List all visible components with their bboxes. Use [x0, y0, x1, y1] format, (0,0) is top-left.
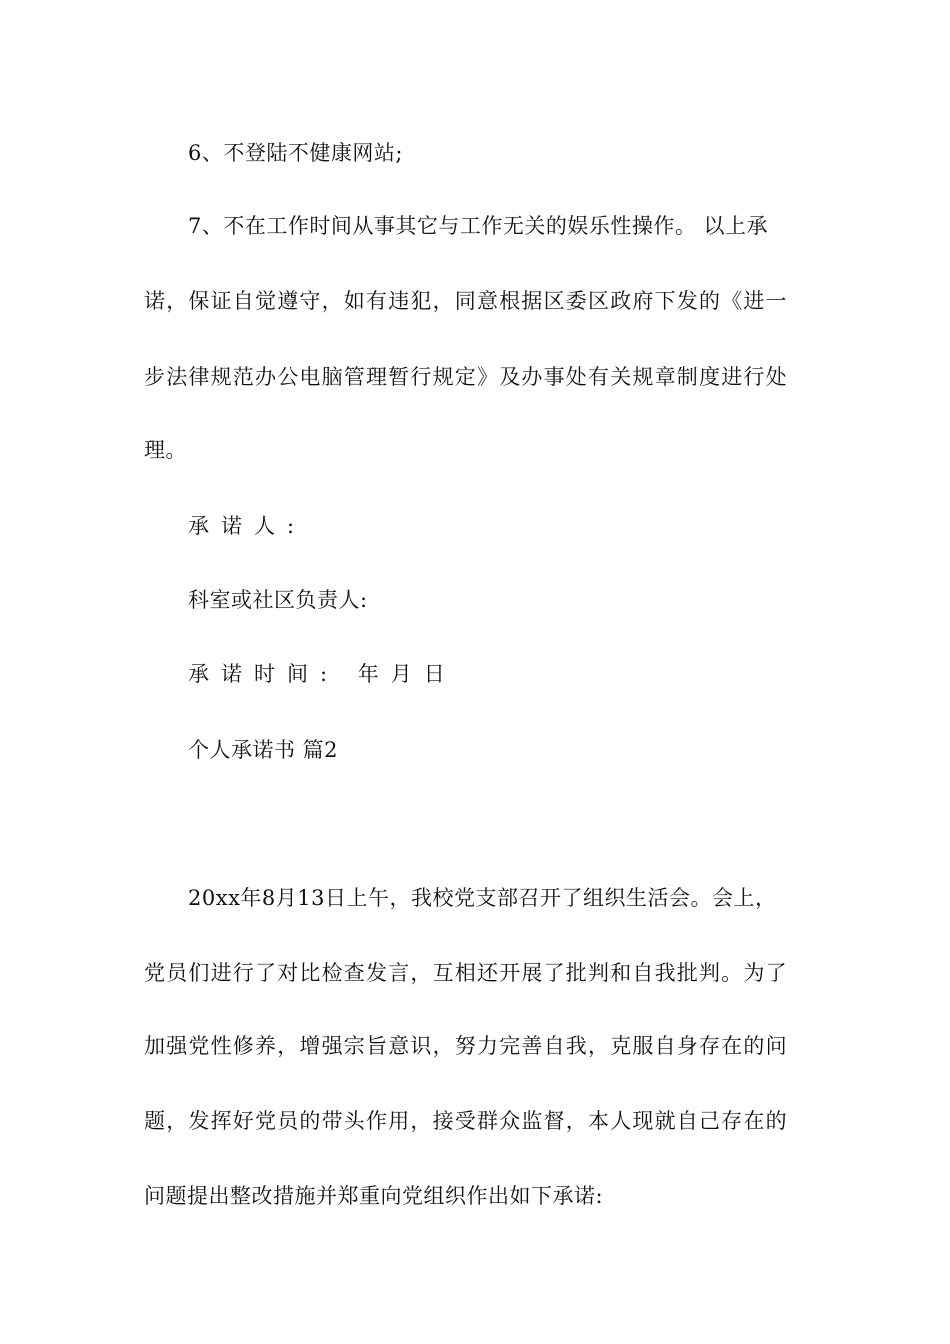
promisor-label: 承诺人: — [188, 514, 307, 538]
promise-date-label: 承诺时间: 年月日 — [188, 662, 457, 686]
department-head-label: 科室或社区负责人: — [188, 588, 368, 612]
paragraph-line: 加强党性修养，增强宗旨意识，努力完善自我，克服自身存在的问 — [144, 1034, 788, 1058]
paragraph-line: 20xx年8月13日上午，我校党支部召开了组织生活会。会上， — [188, 886, 777, 910]
paragraph-line: 诺，保证自觉遵守，如有违犯，同意根据区委区政府下发的《进一 — [144, 289, 788, 313]
paragraph-line: 题，发挥好党员的带头作用，接受群众监督，本人现就自己存在的 — [144, 1109, 788, 1133]
paragraph-line: 问题提出整改措施并郑重向党组织作出如下承诺: — [144, 1184, 604, 1208]
paragraph-line: 理。 — [144, 438, 187, 462]
paragraph-line: 步法律规范办公电脑管理暂行规定》及办事处有关规章制度进行处 — [144, 365, 788, 389]
section-title: 个人承诺书 篇2 — [188, 738, 339, 762]
item-7: 7、不在工作时间从事其它与工作无关的娱乐性操作。 以上承 — [188, 214, 769, 238]
paragraph-line: 党员们进行了对比检查发言，互相还开展了批判和自我批判。为了 — [144, 961, 788, 985]
item-6: 6、不登陆不健康网站; — [188, 141, 403, 165]
